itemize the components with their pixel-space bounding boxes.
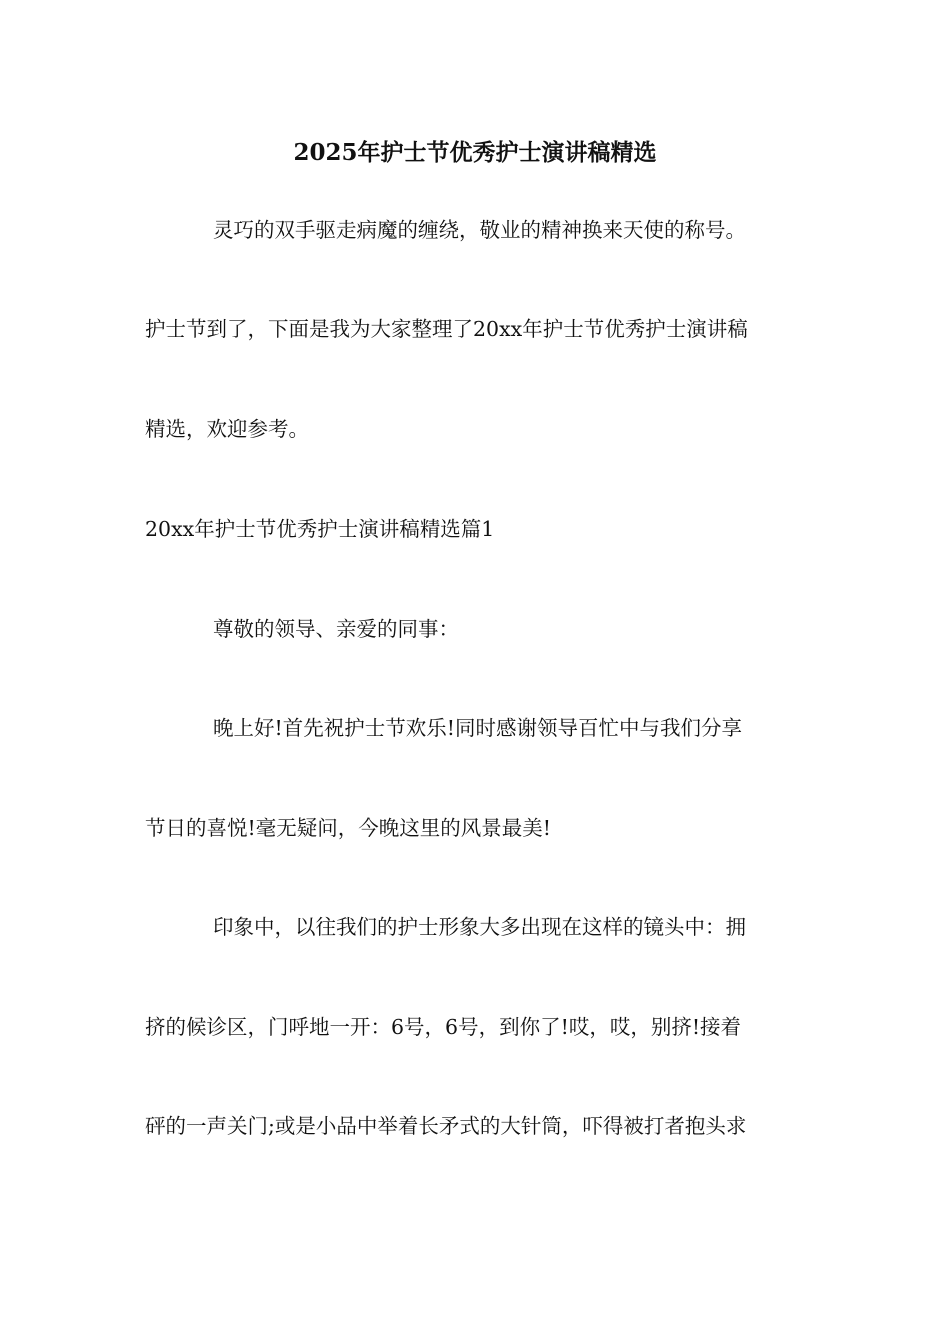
paragraph-line: 印象中，以往我们的护士形象大多出现在这样的镜头中：拥: [213, 915, 746, 939]
section-heading: 20xx年护士节优秀护士演讲稿精选篇1: [145, 517, 495, 541]
paragraph-line: 护士节到了，下面是我为大家整理了20xx年护士节优秀护士演讲稿: [145, 317, 748, 341]
paragraph-line: 砰的一声关门;或是小品中举着长矛式的大针筒，吓得被打者抱头求: [145, 1114, 747, 1138]
paragraph-line: 节日的喜悦!毫无疑问，今晚这里的风景最美!: [145, 816, 551, 840]
paragraph-line: 灵巧的双手驱走病魔的缠绕，敬业的精神换来天使的称号。: [213, 218, 746, 242]
paragraph-line: 尊敬的领导、亲爱的同事：: [213, 617, 459, 641]
paragraph-line: 晚上好!首先祝护士节欢乐!同时感谢领导百忙中与我们分享: [213, 716, 742, 740]
paragraph-line: 精选，欢迎参考。: [145, 417, 309, 441]
document-title: 2025年护士节优秀护士演讲稿精选: [293, 139, 657, 166]
paragraph-line: 挤的候诊区，门呼地一开：6号，6号，到你了!哎，哎，别挤!接着: [145, 1015, 742, 1039]
